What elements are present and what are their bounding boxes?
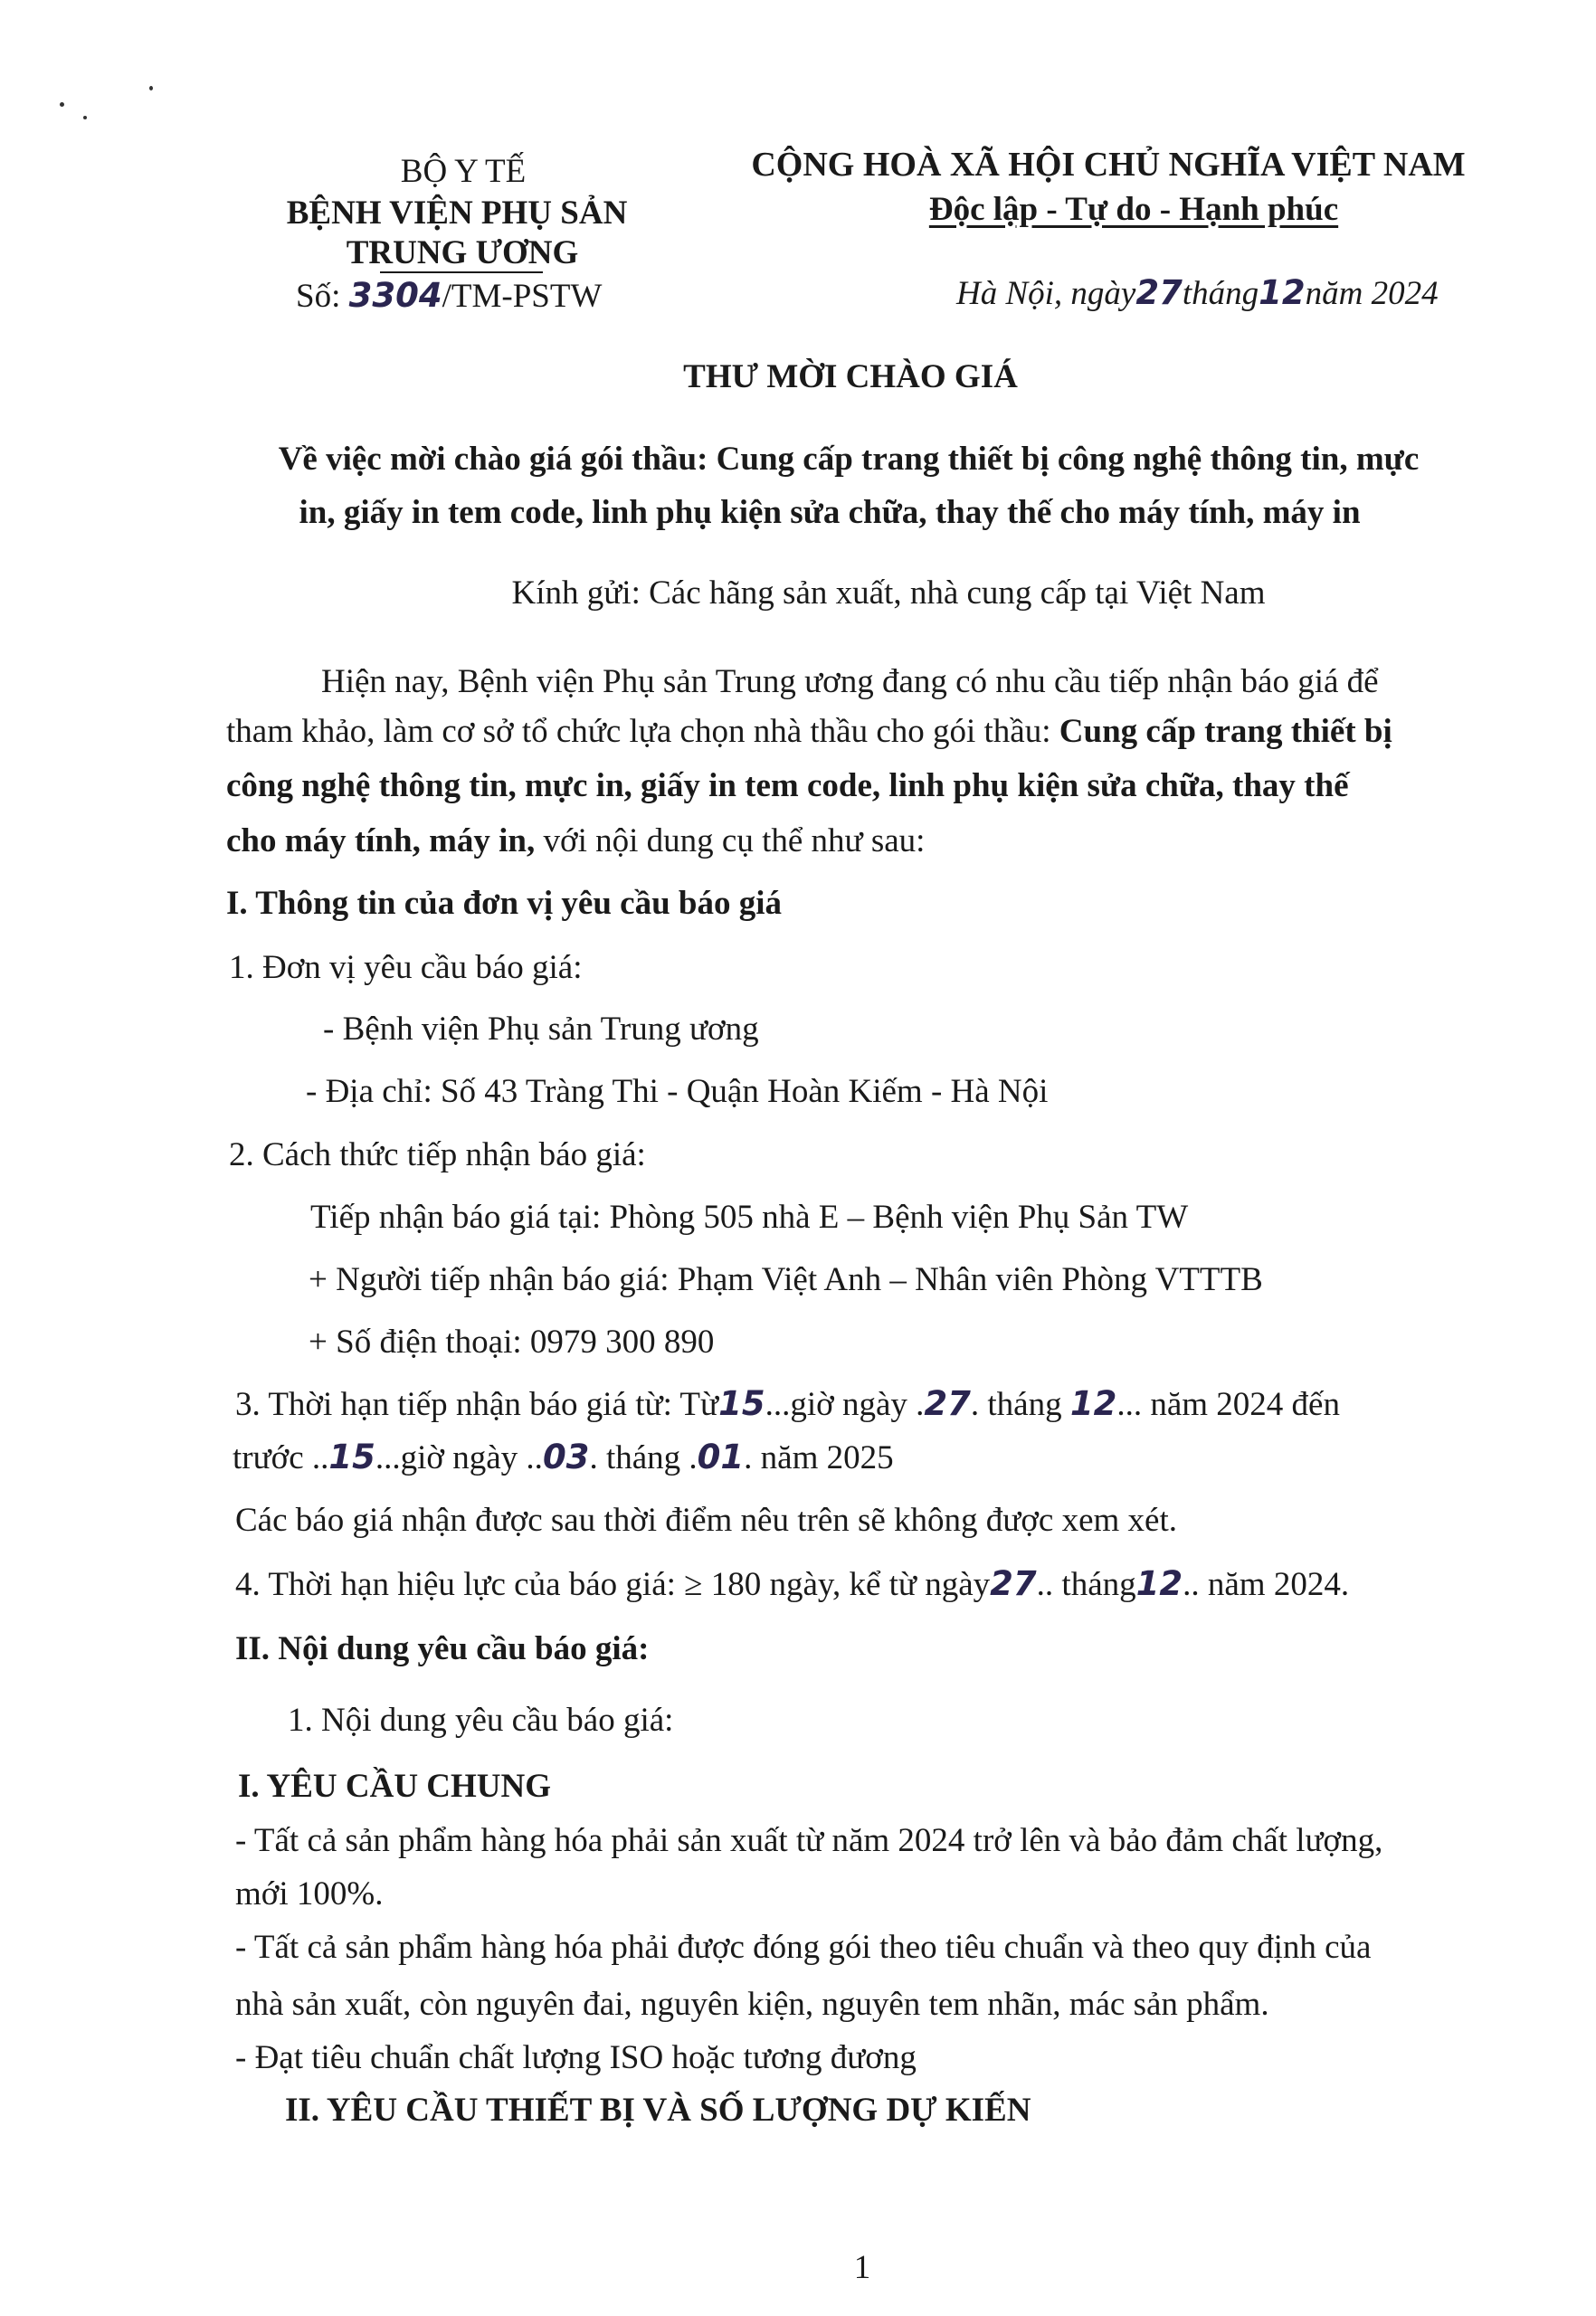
general-requirements-heading: I. YÊU CẦU CHUNG [238,1768,552,1805]
document-title: THƯ MỜI CHÀO GIÁ [683,358,1018,395]
intro-line-4: cho máy tính, máy in, với nội dung cụ thể như sau: [226,822,926,859]
late-submission-note: Các báo giá nhận được sau thời điểm nêu trên sẽ không được xem xét. [235,1502,1178,1539]
handwritten-month: 12 [1259,273,1306,312]
handwritten-day-to: 03 [542,1438,590,1476]
item-2-person: + Người tiếp nhận báo giá: Phạm Việt Anh – Nhân viên Phòng VTTTB [309,1261,1263,1298]
section-2-item-1: 1. Nội dung yêu cầu báo giá: [288,1702,674,1739]
national-motto: Độc lập - Tự do - Hạnh phúc [928,191,1339,228]
requirement-1-line-1: - Tất cả sản phẩm hàng hóa phải sản xuất từ năm 2024 trở lên và bảo đảm chất lượng, [235,1822,1383,1859]
scan-speck [60,102,64,107]
item-3-line-2: trước ..15...giờ ngày ..03. tháng .01. năm 2025 [233,1438,894,1476]
item-1-unit: - Bệnh viện Phụ sản Trung ương [323,1011,759,1048]
scan-speck [149,86,153,90]
requirement-2-line-2: nhà sản xuất, còn nguyên đai, nguyên kiện, nguyên tem nhãn, mác sản phẩm. [235,1986,1269,2023]
handwritten-validity-month: 12 [1135,1564,1183,1603]
handwritten-month-to: 01 [697,1438,745,1476]
ministry-name: BỘ Y TẾ [400,153,527,190]
date-line: Hà Nội, ngày27tháng12năm 2024 [956,273,1439,312]
addressee: Kính gửi: Các hãng sản xuất, nhà cung cấp tại Việt Nam [511,574,1266,612]
section-2-heading: II. Nội dung yêu cầu báo giá: [235,1630,650,1667]
requirement-3: - Đạt tiêu chuẩn chất lượng ISO hoặc tương đương [235,2039,917,2076]
handwritten-day-from: 27 [924,1384,971,1423]
item-1-address: - Địa chỉ: Số 43 Tràng Thi - Quận Hoàn Kiếm - Hà Nội [306,1073,1049,1110]
intro-line-2: tham khảo, làm cơ sở tổ chức lựa chọn nhà thầu cho gói thầu: Cung cấp trang thiết bị [226,713,1392,750]
handwritten-hour-from: 15 [718,1384,765,1423]
handwritten-doc-number: 3304 [348,276,442,315]
hospital-underline [380,271,543,273]
item-4-validity: 4. Thời hạn hiệu lực của báo giá: ≥ 180 ngày, kể từ ngày27.. tháng12.. năm 2024. [235,1564,1350,1603]
equipment-requirements-heading: II. YÊU CẦU THIẾT BỊ VÀ SỐ LƯỢNG DỰ KIẾN [285,2092,1031,2129]
requirement-1-line-2: mới 100%. [235,1875,384,1913]
item-2-label: 2. Cách thức tiếp nhận báo giá: [229,1136,646,1173]
item-2-phone: + Số điện thoại: 0979 300 890 [309,1324,715,1361]
intro-line-1: Hiện nay, Bệnh viện Phụ sản Trung ương đang có nhu cầu tiếp nhận báo giá để [321,663,1379,700]
country-name: CỘNG HOÀ XÃ HỘI CHỦ NGHĨA VIỆT NAM [751,146,1466,184]
requirement-2-line-1: - Tất cả sản phẩm hàng hóa phải được đóng gói theo tiêu chuẩn và theo quy định của [235,1929,1372,1966]
item-3-line-1: 3. Thời hạn tiếp nhận báo giá từ: Từ15...giờ ngày .27. tháng 12... năm 2024 đến [235,1384,1340,1423]
scan-speck [83,116,87,119]
item-2-place: Tiếp nhận báo giá tại: Phòng 505 nhà E – Bệnh viện Phụ Sản TW [310,1199,1189,1236]
handwritten-hour-to: 15 [328,1438,375,1476]
handwritten-day: 27 [1135,273,1183,312]
hospital-name-line2: TRUNG ƯƠNG [346,234,579,271]
page-number: 1 [853,2249,871,2286]
document-number: Số: 3304/TM-PSTW [296,276,603,315]
subject-line-1: Về việc mời chào giá gói thầu: Cung cấp trang thiết bị công nghệ thông tin, mực [278,441,1420,478]
intro-line-3: công nghệ thông tin, mực in, giấy in tem code, linh phụ kiện sửa chữa, thay thế [226,767,1349,804]
item-1-label: 1. Đơn vị yêu cầu báo giá: [229,949,583,986]
handwritten-validity-day: 27 [990,1564,1037,1603]
hospital-name-line1: BỆNH VIỆN PHỤ SẢN [286,195,628,232]
section-1-heading: I. Thông tin của đơn vị yêu cầu báo giá [226,885,783,922]
handwritten-month-from: 12 [1069,1384,1117,1423]
subject-line-2: in, giấy in tem code, linh phụ kiện sửa chữa, thay thế cho máy tính, máy in [299,494,1361,531]
